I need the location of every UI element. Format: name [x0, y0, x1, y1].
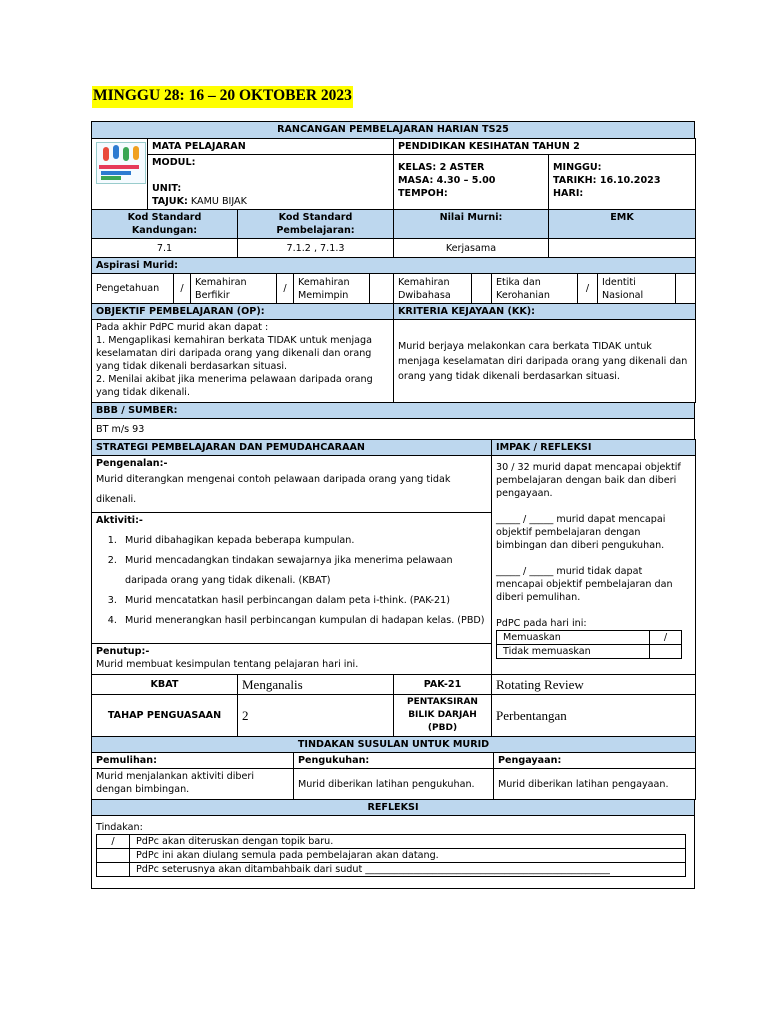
tindakan-text: PdPc akan diteruskan dengan topik baru.: [130, 835, 686, 849]
tindakan-label: Tindakan:: [96, 822, 143, 833]
tajuk-value: KAMU BIJAK: [190, 196, 247, 207]
unit-label: UNIT:: [152, 183, 182, 194]
lesson-plan: [91, 121, 695, 889]
kelas-text: KELAS: 2 ASTER: [398, 162, 485, 173]
pbd-label: PENTAKSIRAN BILIK DARJAH (PBD): [394, 695, 492, 737]
tindakan-checkbox[interactable]: [97, 863, 130, 877]
aspirasi-checkbox[interactable]: [370, 274, 394, 304]
rating-option-label: Tidak memuaskan: [497, 645, 650, 659]
kbat-value: Menganalis: [238, 675, 394, 695]
minggu-text: MINGGU:: [553, 162, 602, 173]
aspirasi-checkbox[interactable]: /: [578, 274, 598, 304]
aspirasi-item-label: Kemahiran Memimpin: [294, 274, 370, 304]
aspirasi-item-label: Pengetahuan: [92, 274, 174, 304]
kod-pembelajaran-header: Kod Standard Pembelajaran:: [238, 210, 394, 239]
aspirasi-item-label: Etika dan Kerohanian: [492, 274, 578, 304]
objektif-item-2: 2. Menilai akibat jika menerima pelawaan daripada orang yang tidak dikenali.: [96, 374, 373, 398]
aspirasi-item-label: Kemahiran Dwibahasa: [394, 274, 472, 304]
emk-value: [549, 239, 696, 258]
bbb-label: BBB / SUMBER:: [92, 403, 695, 419]
susulan-label: TINDAKAN SUSULAN UNTUK MURID: [92, 737, 696, 753]
aspirasi-checkbox[interactable]: /: [174, 274, 191, 304]
objektif-item-1: 1. Mengaplikasi kemahiran berkata TIDAK untuk menjaga keselamatan diri daripada orang yang dikenali dan orang yang tidak dikenali berdasarkan situasi.: [96, 335, 373, 372]
aspirasi-item-label: Kemahiran Berfikir: [191, 274, 277, 304]
strategi-label: STRATEGI PEMBELAJARAN DAN PEMUDAHCARAAN: [92, 440, 492, 456]
tarikh-text: TARIKH: 16.10.2023: [553, 175, 661, 186]
impak-para-1: 30 / 32 murid dapat mencapai objektif pembelajaran dengan baik dan diberi pengayaan.: [496, 462, 681, 499]
hari-text: HARI:: [553, 188, 584, 199]
pemulihan-text: Murid menjalankan aktiviti diberi dengan bimbingan.: [92, 769, 294, 800]
aktiviti-list: [96, 531, 487, 631]
info-table: [91, 138, 696, 210]
week-heading: MINGGU 28: 16 – 20 OKTOBER 2023: [92, 86, 353, 108]
emk-header: EMK: [549, 210, 696, 239]
tindakan-text: PdPc seterusnya akan ditambahbaik dari sudut ___________________________________________________: [130, 863, 686, 877]
kriteria-label: KRITERIA KEJAYAAN (KK):: [394, 304, 696, 320]
aspirasi-table: [91, 257, 696, 304]
tindakan-options: [96, 834, 686, 877]
masa-text: MASA: 4.30 – 5.00: [398, 175, 496, 186]
title-table: [91, 121, 695, 139]
tahap-label: TAHAP PENGUASAAN: [92, 695, 238, 737]
refleksi-label: REFLEKSI: [92, 800, 695, 816]
impak-label: IMPAK / REFLEKSI: [492, 440, 696, 456]
rating-option-label: Memuaskan: [497, 631, 650, 645]
aspirasi-checkbox[interactable]: [676, 274, 696, 304]
objektif-intro: Pada akhir PdPC murid akan dapat :: [96, 322, 269, 333]
objektif-table: [91, 303, 696, 403]
pengukuhan-text: Murid diberikan latihan pengukuhan.: [294, 769, 494, 800]
tempoh-text: TEMPOH:: [398, 188, 448, 199]
textbook-logo-cell: [92, 139, 148, 210]
kbat-label: KBAT: [92, 675, 238, 695]
susulan-table: [91, 736, 696, 800]
penutup-label: Penutup:-: [96, 646, 150, 657]
aspirasi-checkbox[interactable]: /: [277, 274, 294, 304]
aspirasi-checkbox[interactable]: [472, 274, 492, 304]
pak21-value: Rotating Review: [492, 675, 696, 695]
aktiviti-item: 3. Murid mencatatkan hasil perbincangan dalam peta i-think. (PAK-21): [120, 591, 487, 611]
pengayaan-text: Murid diberikan latihan pengayaan.: [494, 769, 696, 800]
strategi-table: [91, 439, 696, 675]
pbd-value: Perbentangan: [492, 695, 696, 737]
aktiviti-item: 2. Murid mencadangkan tindakan sewajarnya jika menerima pelawaan daripada orang yang tidak dikenali. (KBAT): [120, 551, 487, 591]
mata-pelajaran-label: MATA PELAJARAN: [148, 139, 394, 155]
mata-pelajaran-value: PENDIDIKAN KESIHATAN TAHUN 2: [394, 139, 696, 155]
pdpc-rating-table: [496, 630, 682, 659]
pdpc-label: PdPC pada hari ini:: [496, 618, 587, 629]
pengenalan-text: Murid diterangkan mengenai contoh pelawaan daripada orang yang tidak dikenali.: [96, 474, 451, 505]
tajuk-label: TAJUK:: [152, 196, 188, 207]
kod-pembelajaran-value: 7.1.2 , 7.1.3: [238, 239, 394, 258]
tindakan-text: PdPc ini akan diulang semula pada pembelajaran akan datang.: [130, 849, 686, 863]
aktiviti-label: Aktiviti:-: [96, 515, 143, 526]
pengayaan-label: Pengayaan:: [494, 753, 696, 769]
refleksi-table: [91, 799, 695, 889]
nilai-murni-header: Nilai Murni:: [394, 210, 549, 239]
impak-para-2: _____ / _____ murid dapat mencapai objektif pembelajaran dengan bimbingan dan diberi pengukuhan.: [496, 514, 666, 551]
aspirasi-label: Aspirasi Murid:: [92, 258, 696, 274]
aktiviti-item: 1. Murid dibahagikan kepada beberapa kumpulan.: [120, 531, 487, 551]
tahap-value: 2: [238, 695, 394, 737]
tindakan-checkbox[interactable]: [97, 849, 130, 863]
pemulihan-label: Pemulihan:: [92, 753, 294, 769]
modul-label: MODUL:: [152, 157, 196, 168]
tindakan-checkbox[interactable]: /: [97, 835, 130, 849]
penutup-text: Murid membuat kesimpulan tentang pelajaran hari ini.: [96, 659, 359, 670]
rating-checkbox[interactable]: /: [650, 631, 682, 645]
kbat-table: [91, 674, 696, 737]
bbb-table: [91, 402, 695, 440]
pak21-label: PAK-21: [394, 675, 492, 695]
kod-kandungan-value: 7.1: [92, 239, 238, 258]
impak-para-3: _____ / _____ murid tidak dapat mencapai objektif pembelajaran dan diberi pemulihan.: [496, 566, 673, 603]
nilai-murni-value: Kerjasama: [394, 239, 549, 258]
textbook-logo: [96, 142, 146, 184]
kriteria-text: Murid berjaya melakonkan cara berkata TIDAK untuk menjaga keselamatan diri daripada orang yang dikenali dan orang yang tidak dikenali berdasarkan situasi.: [394, 320, 696, 403]
pengenalan-label: Pengenalan:-: [96, 458, 168, 469]
aspirasi-item-label: Identiti Nasional: [598, 274, 676, 304]
plan-title: RANCANGAN PEMBELAJARAN HARIAN TS25: [92, 122, 695, 139]
rating-checkbox[interactable]: [650, 645, 682, 659]
standards-table: [91, 209, 696, 258]
objektif-label: OBJEKTIF PEMBELAJARAN (OP):: [92, 304, 394, 320]
kod-kandungan-header: Kod Standard Kandungan:: [92, 210, 238, 239]
bbb-value: BT m/s 93: [92, 419, 695, 440]
pengukuhan-label: Pengukuhan:: [294, 753, 494, 769]
aktiviti-item: 4. Murid menerangkan hasil perbincangan kumpulan di hadapan kelas. (PBD): [120, 611, 487, 631]
